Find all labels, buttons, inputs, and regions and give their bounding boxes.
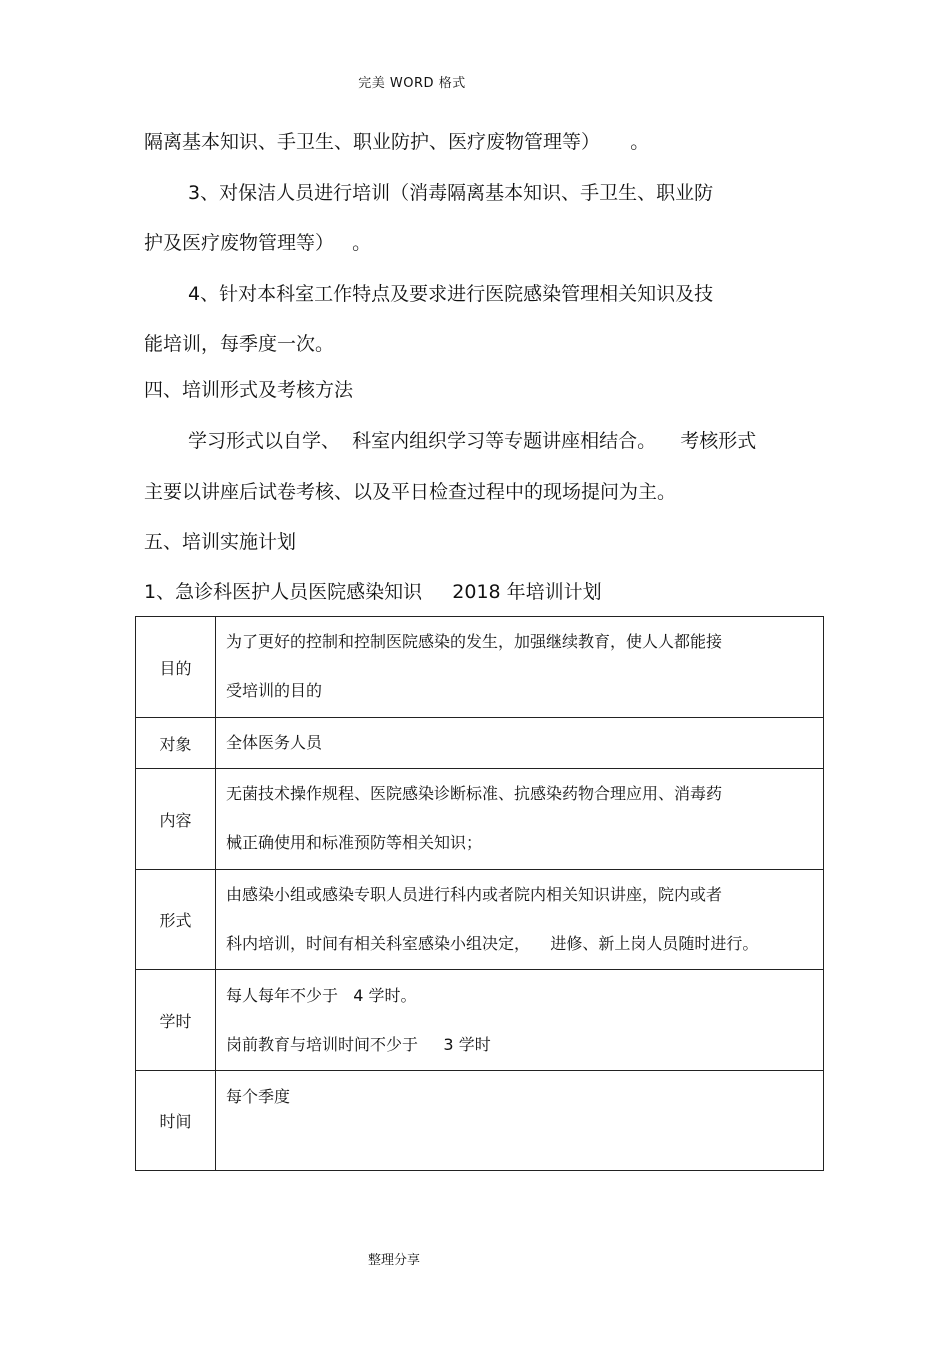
content-line: 由感染小组或感染专职人员进行科内或者院内相关知识讲座，院内或者: [226, 885, 723, 904]
content-line: 每人每年不少于 4 学时。: [226, 986, 417, 1005]
content-line: 科内培训，时间有相关科室感染小组决定， 进修、新上岗人员随时进行。: [226, 934, 759, 953]
content-line: 全体医务人员: [226, 733, 323, 752]
table-caption: 1、急诊科医护人员医院感染知识 2018 年培训计划: [144, 581, 602, 603]
content-line: 无菌技术操作规程、医院感染诊断标准、抗感染药物合理应用、消毒药: [226, 784, 723, 803]
table-row: [136, 1071, 824, 1171]
content-line: 为了更好的控制和控制医院感染的发生，加强继续教育，使人人都能接: [226, 632, 723, 651]
row-label: 内容: [136, 769, 216, 870]
paragraph-line: 能培训，每季度一次。: [144, 333, 335, 355]
table-row: [136, 718, 824, 769]
paragraph-line: 护及医疗废物管理等） 。: [144, 232, 372, 254]
row-label: 目的: [136, 617, 216, 718]
paragraph-line: 主要以讲座后试卷考核、以及平日检查过程中的现场提问为主。: [144, 481, 677, 503]
section-heading: 四、培训形式及考核方法: [144, 379, 354, 401]
section-heading: 五、培训实施计划: [144, 531, 297, 553]
table-row: [136, 617, 824, 718]
content-line: 岗前教育与培训时间不少于 3 学时: [226, 1035, 491, 1054]
content-line: 械正确使用和标准预防等相关知识；: [226, 833, 483, 852]
paragraph-line: 3、对保洁人员进行培训（消毒隔离基本知识、手卫生、职业防: [188, 182, 714, 204]
page-header: 完美 WORD 格式: [358, 76, 466, 91]
row-content: [216, 970, 824, 1071]
row-label: 时间: [136, 1071, 216, 1171]
training-plan-table: [135, 616, 824, 1171]
page-footer: 整理分享: [367, 1253, 420, 1268]
row-content: [216, 718, 824, 769]
row-content: [216, 1071, 824, 1171]
content-line: 受培训的目的: [226, 681, 323, 700]
paragraph-line: 隔离基本知识、手卫生、职业防护、医疗废物管理等） 。: [144, 131, 650, 153]
content-line: 每个季度: [226, 1087, 291, 1106]
table-row: [136, 870, 824, 970]
row-label: 对象: [136, 718, 216, 769]
row-label: 学时: [136, 970, 216, 1071]
row-content: [216, 617, 824, 718]
table-row: [136, 970, 824, 1071]
row-content: [216, 870, 824, 970]
table-row: [136, 769, 824, 870]
row-label: 形式: [136, 870, 216, 970]
paragraph-line: 学习形式以自学、 科室内组织学习等专题讲座相结合。 考核形式: [188, 430, 757, 452]
paragraph-line: 4、针对本科室工作特点及要求进行医院感染管理相关知识及技: [188, 283, 714, 305]
row-content: [216, 769, 824, 870]
